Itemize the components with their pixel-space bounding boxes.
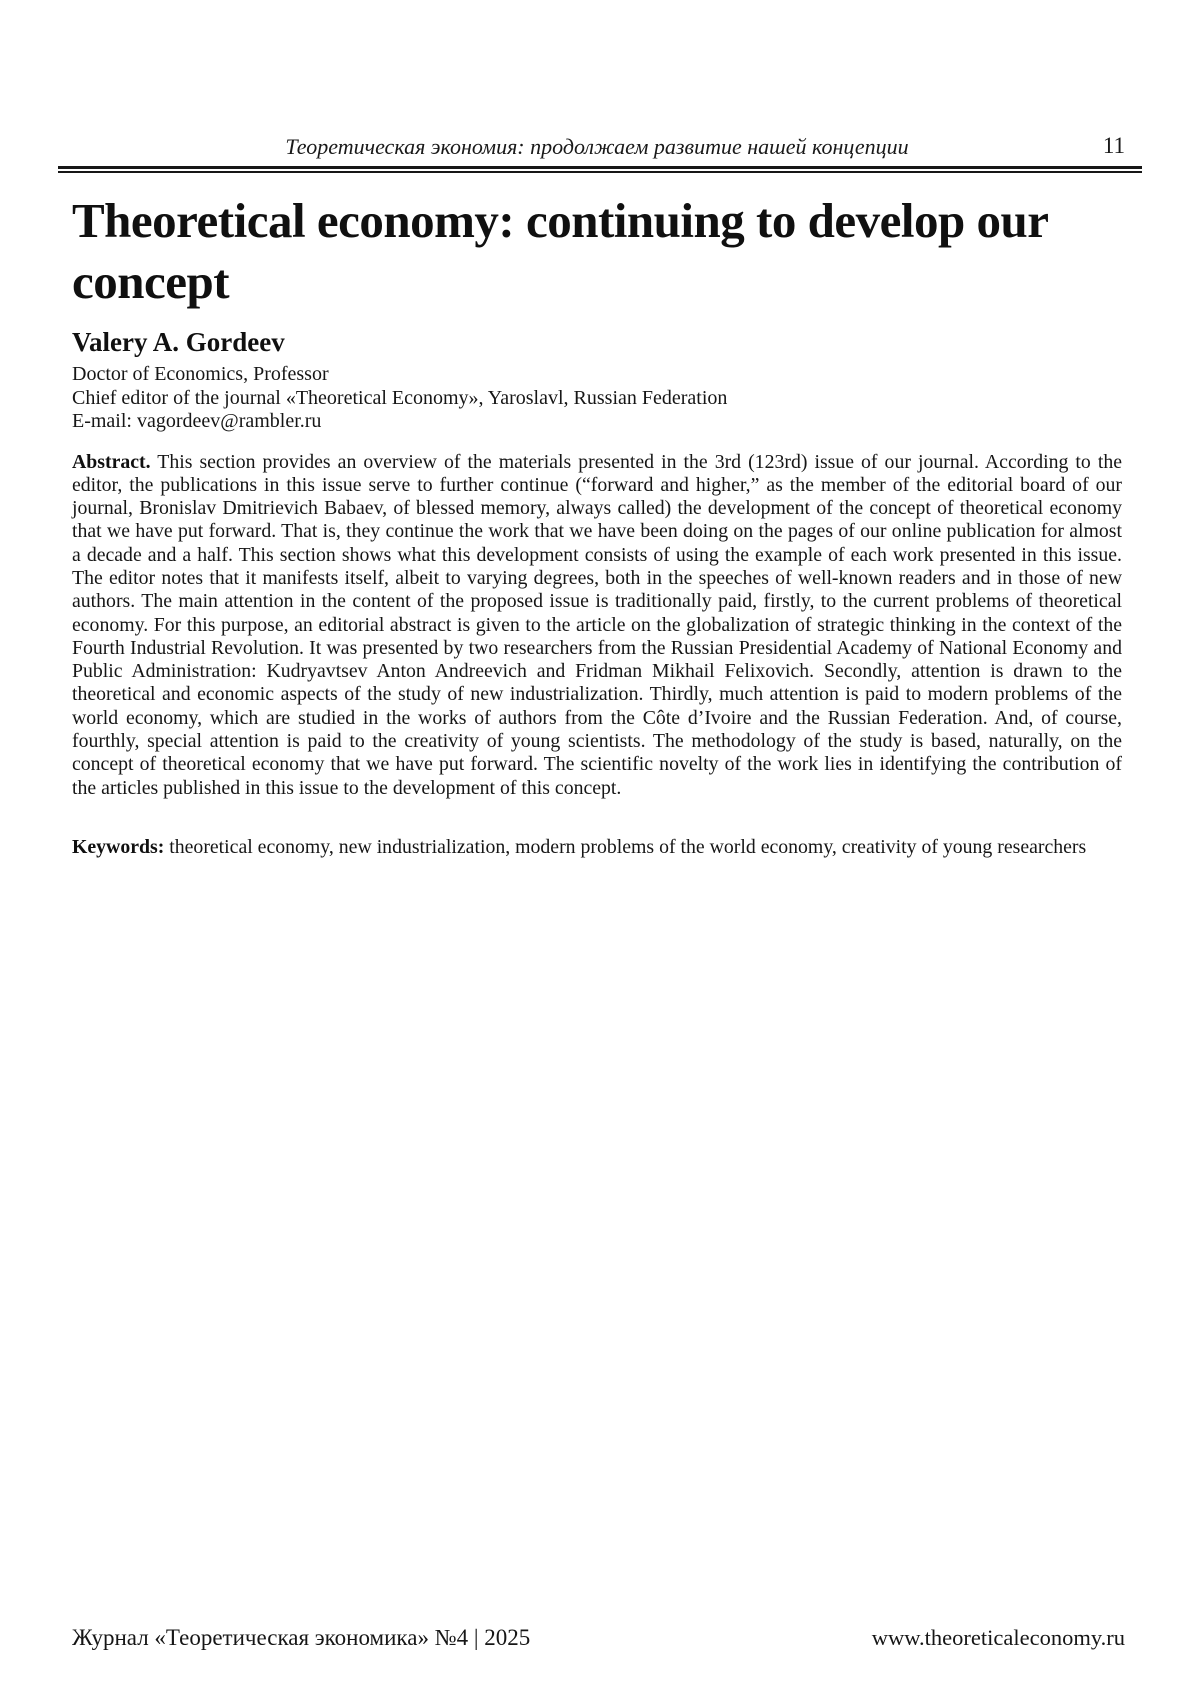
header-rule: [58, 166, 1142, 173]
keywords-text: theoretical economy, new industrialization, modern problems of the world economy, creativity of young researchers: [164, 835, 1087, 858]
footer-journal-line: Журнал «Теоретическая экономика» №4 | 2025: [72, 1625, 531, 1650]
footer-website: www.theoreticaleconomy.ru: [871, 1625, 1125, 1650]
abstract-paragraph: [72, 451, 1122, 800]
author-degree: Doctor of Economics, Professor: [72, 363, 329, 385]
author-name: Valery A. Gordeev: [72, 327, 285, 357]
author-affiliation: Chief editor of the journal «Theoretical Economy», Yaroslavl, Russian Federation: [72, 386, 728, 409]
running-head-title: Теоретическая экономия: продолжаем развитие нашей концепции: [285, 134, 909, 159]
page-number: 11: [1102, 133, 1125, 158]
author-meta-block: [72, 363, 1122, 434]
keywords-label: Keywords:: [72, 835, 165, 858]
abstract-text: This section provides an overview of the materials presented in the 3rd (123rd) issue of our journal. According to the editor, the publications in this issue serve to further continue (“forward and higher,” as the member of the editorial board of our journal, Bronislav Dmitrievich Babaev, of blessed memory, always called) the development of the concept of theoretical economy that we have put forward. That is, they continue the work that we have been doing on the pages of our online publication for almost a decade and a half. This section shows what this development consists of using the example of each work presented in this issue. The editor notes that it manifests itself, albeit to varying degrees, both in the speeches of well-known readers and in those of new authors. The main attention in the content of the proposed issue is traditionally paid, firstly, to the current problems of theoretical economy. For this purpose, an editorial abstract is given to the article on the globalization of strategic thinking in the context of the Fourth Industrial Revolution. It was presented by two researchers from the Russian Presidential Academy of National Economy and Public Administration: Kudryavtsev Anton Andreevich and Fridman Mikhail Felixovich. Secondly, attention is drawn to the theoretical and economic aspects of the study of new industrialization. Thirdly, much attention is paid to modern problems of the world economy, which are studied in the works of authors from the Côte d’Ivoire and the Russian Federation. And, of course, fourthly, special attention is paid to the creativity of young scientists. The methodology of the study is based, naturally, on the concept of theoretical economy that we have put forward. The scientific novelty of the work lies in identifying the contribution of the articles published in this issue to the development of this concept.: [72, 450, 1122, 799]
abstract-label: Abstract.: [72, 450, 151, 473]
keywords-line: [72, 836, 1122, 859]
author-email: E-mail: vagordeev@rambler.ru: [72, 410, 322, 432]
article-title: Theoretical economy: continuing to develop our concept: [72, 193, 1048, 309]
article-content: [72, 190, 1122, 879]
